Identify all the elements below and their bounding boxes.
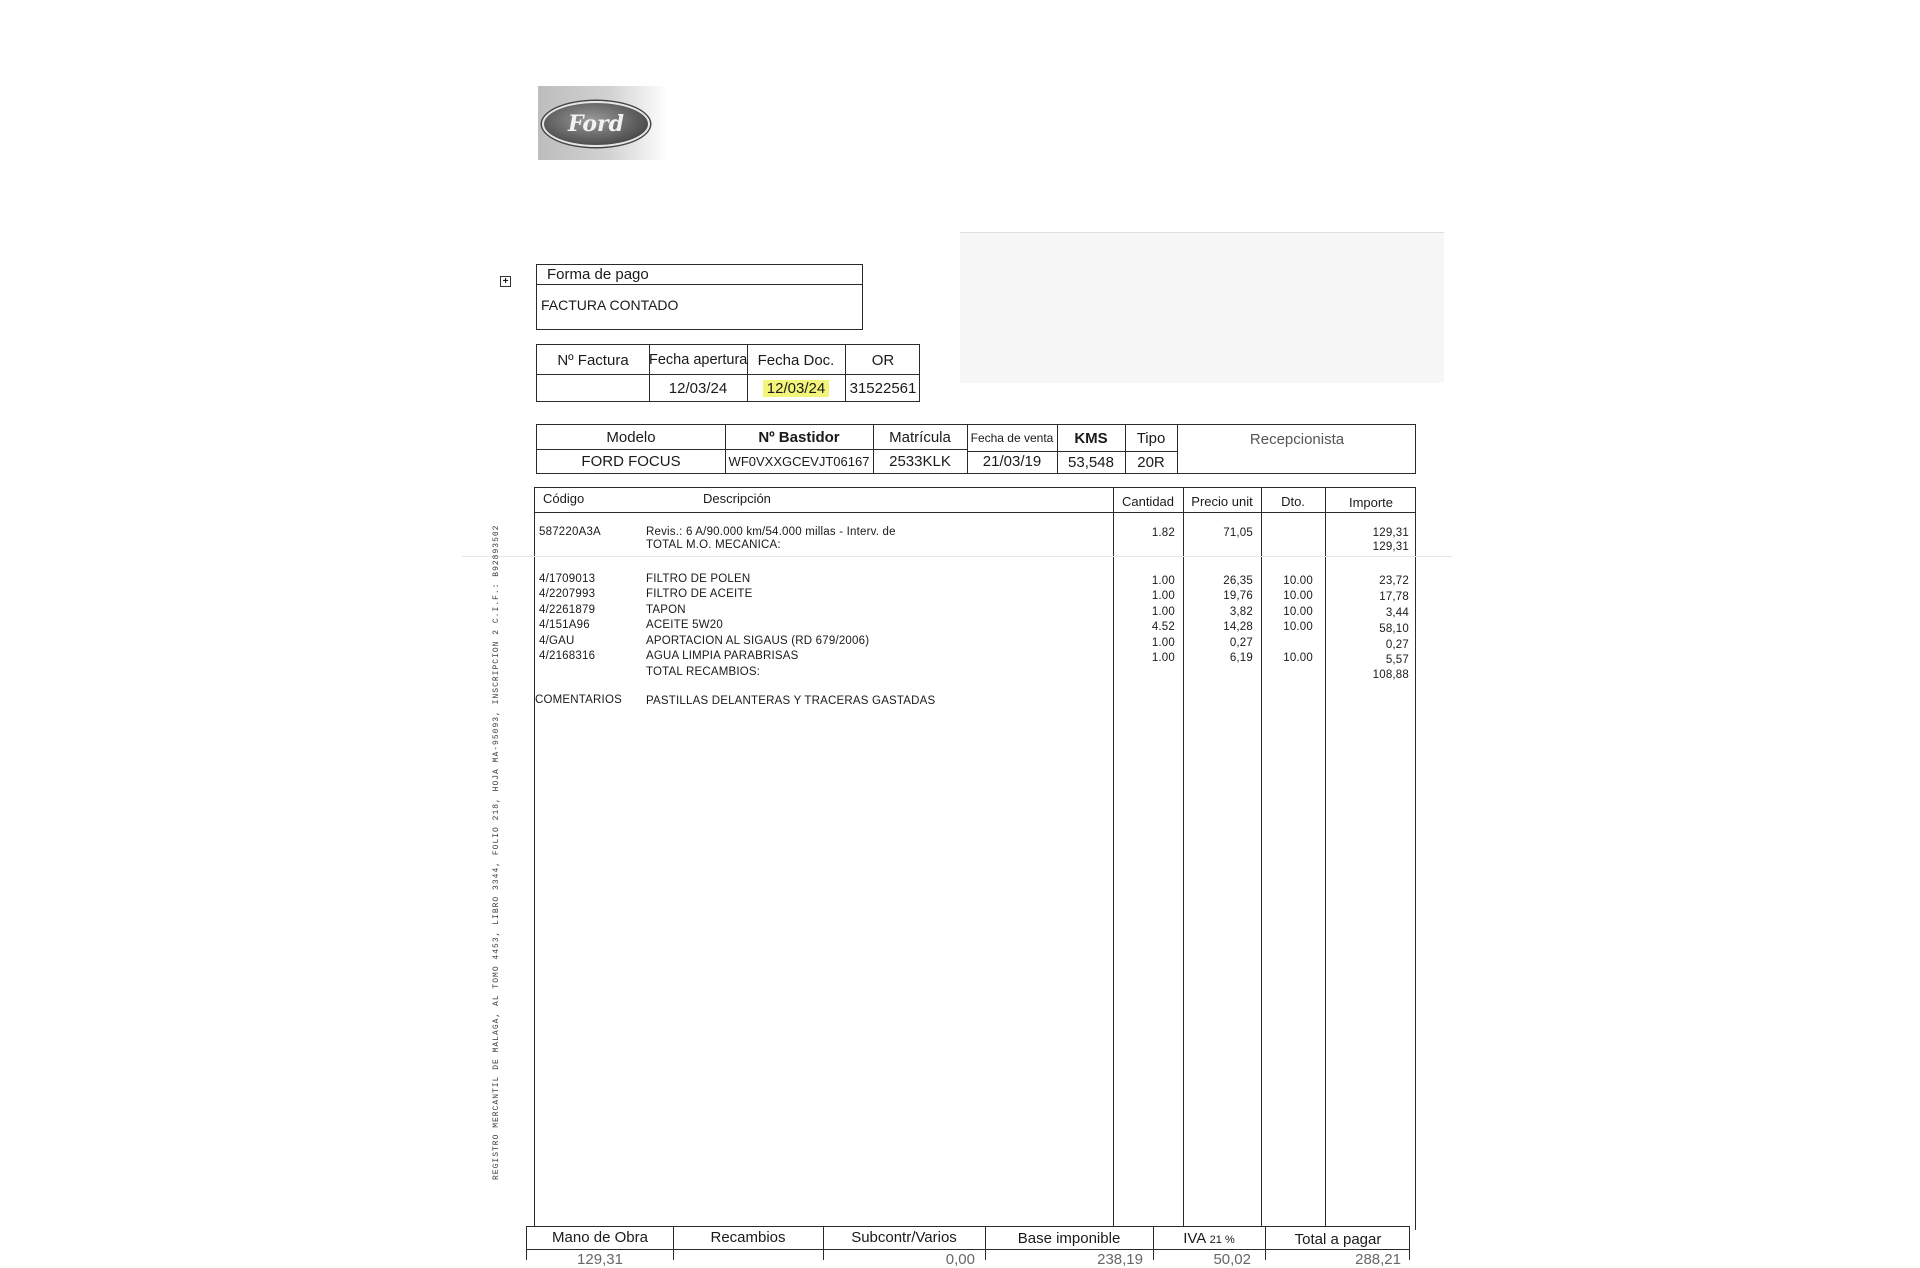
- part-amount: 0,27: [1385, 639, 1409, 651]
- labour-price: 71,05: [1223, 527, 1253, 539]
- part-code: 4/151A96: [539, 619, 590, 631]
- part-discount: 10.00: [1283, 606, 1313, 618]
- ford-oval-icon: [542, 101, 650, 147]
- scan-artifact-line: [462, 556, 1452, 557]
- model-header: Modelo: [606, 429, 656, 446]
- part-description: APORTACION AL SIGAUS (RD 679/2006): [646, 635, 870, 647]
- part-code: 4/1709013: [539, 573, 596, 585]
- part-quantity: 1.00: [1151, 652, 1175, 664]
- doc-date-header: Fecha Doc.: [757, 352, 835, 369]
- doc-date-value: 12/03/24: [747, 380, 845, 397]
- part-code: 4/GAU: [539, 635, 575, 647]
- part-discount: 10.00: [1283, 621, 1313, 633]
- ford-logo: [538, 86, 668, 160]
- open-date-value: 12/03/24: [668, 380, 728, 397]
- part-discount: 10.00: [1283, 652, 1313, 664]
- totals-table: [526, 1226, 1410, 1268]
- part-discount: 10.00: [1283, 575, 1313, 587]
- labour-description: Revis.: 6 A/90.000 km/54.000 millas - Interv. de: [646, 526, 896, 538]
- subcontract-amount: 0,00: [945, 1251, 975, 1268]
- payment-box: [536, 264, 863, 330]
- line-items-table: [534, 487, 1416, 1230]
- total-due-header: Total a pagar: [1294, 1231, 1382, 1248]
- part-amount: 58,10: [1379, 623, 1409, 635]
- ford-logo-text: Ford: [567, 111, 625, 137]
- subcontract-header: Subcontr/Varios: [851, 1229, 957, 1246]
- labour-total-label: TOTAL M.O. MECANICA:: [646, 539, 781, 551]
- part-amount: 3,44: [1385, 607, 1409, 619]
- kms-value: 53,548: [1068, 454, 1114, 471]
- plate-header: Matrícula: [889, 429, 951, 446]
- labour-code: 587220A3A: [539, 526, 601, 538]
- labour-total-header: Mano de Obra: [552, 1229, 648, 1246]
- part-price: 19,76: [1223, 590, 1253, 602]
- plus-icon: +: [500, 276, 511, 287]
- chassis-value: WF0VXXGCEVJT06167: [728, 454, 870, 469]
- chassis-header: Nº Bastidor: [758, 429, 840, 446]
- part-description: FILTRO DE POLEN: [646, 573, 751, 585]
- part-amount: 23,72: [1379, 575, 1409, 587]
- total-due-amount: 288,21: [1355, 1251, 1401, 1268]
- part-price: 3,82: [1229, 606, 1253, 618]
- part-price: 6,19: [1229, 652, 1253, 664]
- part-quantity: 1.00: [1151, 575, 1175, 587]
- parts-total-value: 108,88: [1372, 669, 1409, 681]
- type-value: 20R: [1137, 454, 1165, 471]
- invoice-table: [536, 344, 920, 402]
- or-header: OR: [871, 352, 895, 369]
- vehicle-table: [536, 424, 1416, 474]
- part-price: 26,35: [1223, 575, 1253, 587]
- payment-value: FACTURA CONTADO: [541, 297, 679, 313]
- parts-total-header: Recambios: [710, 1229, 786, 1246]
- part-code: 4/2168316: [539, 650, 596, 662]
- invoice-number-header: Nº Factura: [557, 352, 629, 369]
- part-quantity: 1.00: [1151, 590, 1175, 602]
- comments-label: COMENTARIOS: [535, 694, 622, 706]
- part-amount: 5,57: [1385, 654, 1409, 666]
- part-quantity: 4.52: [1151, 621, 1175, 633]
- plate-value: 2533KLK: [889, 453, 951, 470]
- redacted-address-area: [960, 232, 1444, 383]
- labour-total-amount: 129,31: [577, 1251, 623, 1268]
- labour-amount: 129,31: [1372, 527, 1409, 539]
- part-description: TAPON: [646, 604, 686, 616]
- part-price: 0,27: [1229, 637, 1253, 649]
- vat-amount: 50,02: [1213, 1251, 1251, 1268]
- kms-header: KMS: [1074, 430, 1108, 447]
- vat-rate: 21 %: [1209, 1234, 1235, 1246]
- part-code: 4/2207993: [539, 588, 596, 600]
- part-amount: 17,78: [1379, 591, 1409, 603]
- description-header: Descripción: [703, 491, 771, 506]
- tax-base-header: Base imponible: [1017, 1230, 1121, 1247]
- part-quantity: 1.00: [1151, 637, 1175, 649]
- or-value: 31522561: [849, 380, 917, 397]
- tax-base-amount: 238,19: [1097, 1251, 1143, 1268]
- sale-date-header: Fecha de venta: [970, 431, 1054, 445]
- amount-header: Importe: [1348, 495, 1394, 510]
- unit-price-header: Precio unit: [1191, 494, 1253, 509]
- discount-header: Dto.: [1281, 494, 1305, 509]
- part-description: FILTRO DE ACEITE: [646, 588, 753, 600]
- payment-label: Forma de pago: [537, 265, 862, 285]
- part-discount: 10.00: [1283, 590, 1313, 602]
- part-price: 14,28: [1223, 621, 1253, 633]
- part-description: ACEITE 5W20: [646, 619, 723, 631]
- part-description: AGUA LIMPIA PARABRISAS: [646, 650, 799, 662]
- comments-value: PASTILLAS DELANTERAS Y TRACERAS GASTADAS: [646, 695, 936, 707]
- vat-header: IVA 21 %: [1183, 1230, 1235, 1247]
- quantity-header: Cantidad: [1121, 494, 1175, 509]
- part-quantity: 1.00: [1151, 606, 1175, 618]
- sale-date-value: 21/03/19: [982, 453, 1042, 470]
- open-date-header: Fecha apertura: [649, 352, 747, 368]
- labour-total-value: 129,31: [1372, 541, 1409, 553]
- labour-quantity: 1.82: [1151, 527, 1175, 539]
- parts-total-label: TOTAL RECAMBIOS:: [646, 666, 761, 678]
- type-header: Tipo: [1136, 430, 1166, 447]
- model-value: FORD FOCUS: [581, 453, 681, 470]
- receptionist-header: Recepcionista: [1249, 431, 1345, 448]
- part-code: 4/2261879: [539, 604, 596, 616]
- registry-side-note: REGISTRO MERCANTIL DE MALAGA, AL TOMO 4453, LIBRO 3344, FOLIO 218, HOJA MA-95093, INSCRIPCION 2 C.I.F.: B92893502: [492, 524, 501, 1180]
- code-header: Código: [543, 491, 585, 506]
